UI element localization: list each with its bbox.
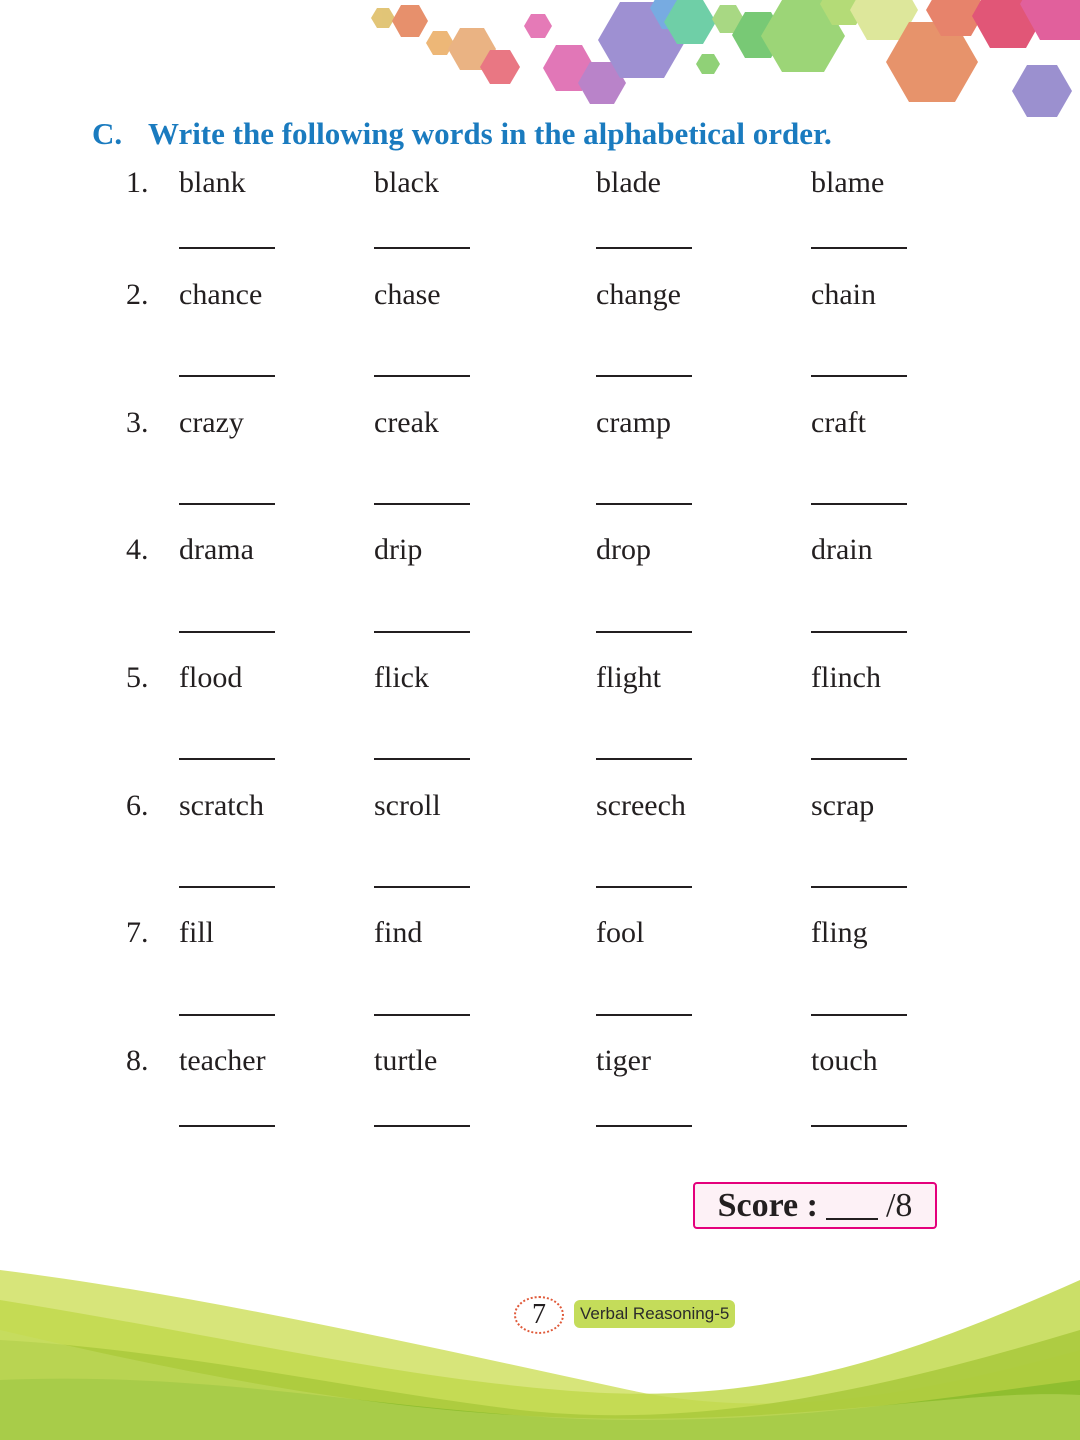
word: creak	[374, 406, 439, 439]
answer-blank[interactable]	[596, 758, 692, 760]
answer-blank[interactable]	[374, 631, 470, 633]
word: scratch	[179, 789, 264, 822]
question-row	[0, 166, 1080, 206]
section-instruction: Write the following words in the alphabetical order.	[148, 116, 832, 151]
question-number: 4.	[126, 533, 149, 566]
book-title: Verbal Reasoning-5	[574, 1300, 735, 1328]
word: fool	[596, 916, 645, 949]
word: turtle	[374, 1044, 438, 1077]
answer-blank[interactable]	[811, 1125, 907, 1127]
answer-blank[interactable]	[374, 375, 470, 377]
word: screech	[596, 789, 686, 822]
question-number: 7.	[126, 916, 149, 949]
score-blank[interactable]	[826, 1192, 878, 1220]
question-number: 5.	[126, 661, 149, 694]
question-number: 8.	[126, 1044, 149, 1077]
word: craft	[811, 406, 866, 439]
question-row	[0, 533, 1080, 573]
answer-blank[interactable]	[374, 247, 470, 249]
word: flinch	[811, 661, 881, 694]
word: chance	[179, 278, 263, 311]
word: fill	[179, 916, 214, 949]
question-row	[0, 1044, 1080, 1084]
score-total: /8	[885, 1186, 913, 1224]
word: blank	[179, 166, 246, 199]
section-heading	[92, 116, 832, 152]
answer-blank[interactable]	[811, 1014, 907, 1016]
answer-blank[interactable]	[596, 631, 692, 633]
word: scroll	[374, 789, 441, 822]
answer-blank[interactable]	[179, 247, 275, 249]
word: chain	[811, 278, 876, 311]
answer-blank[interactable]	[811, 375, 907, 377]
answer-blank[interactable]	[596, 375, 692, 377]
question-row	[0, 661, 1080, 701]
score-box	[693, 1182, 937, 1229]
question-row	[0, 406, 1080, 446]
answer-blank[interactable]	[374, 1125, 470, 1127]
answer-blank[interactable]	[811, 886, 907, 888]
answer-blank[interactable]	[811, 503, 907, 505]
word: find	[374, 916, 423, 949]
question-row	[0, 789, 1080, 829]
word: drip	[374, 533, 423, 566]
word: cramp	[596, 406, 671, 439]
word: flick	[374, 661, 429, 694]
answer-blank[interactable]	[179, 758, 275, 760]
word: drain	[811, 533, 873, 566]
answer-blank[interactable]	[811, 247, 907, 249]
question-number: 6.	[126, 789, 149, 822]
hexagon-decoration-top	[0, 0, 1080, 125]
word: scrap	[811, 789, 875, 822]
question-number: 1.	[126, 166, 149, 199]
answer-blank[interactable]	[179, 1014, 275, 1016]
answer-blank[interactable]	[596, 886, 692, 888]
answer-blank[interactable]	[811, 631, 907, 633]
word: black	[374, 166, 439, 199]
answer-blank[interactable]	[179, 1125, 275, 1127]
answer-blank[interactable]	[596, 247, 692, 249]
word: blame	[811, 166, 885, 199]
question-number: 2.	[126, 278, 149, 311]
answer-blank[interactable]	[596, 1125, 692, 1127]
answer-blank[interactable]	[179, 631, 275, 633]
answer-blank[interactable]	[179, 503, 275, 505]
answer-blank[interactable]	[811, 758, 907, 760]
word: blade	[596, 166, 661, 199]
question-row	[0, 916, 1080, 956]
word: chase	[374, 278, 441, 311]
section-letter: C.	[92, 116, 123, 151]
word: change	[596, 278, 681, 311]
answer-blank[interactable]	[374, 1014, 470, 1016]
answer-blank[interactable]	[374, 886, 470, 888]
word: fling	[811, 916, 868, 949]
page-number: 7	[514, 1296, 564, 1334]
word: teacher	[179, 1044, 266, 1077]
answer-blank[interactable]	[596, 1014, 692, 1016]
question-number: 3.	[126, 406, 149, 439]
word: drop	[596, 533, 651, 566]
answer-blank[interactable]	[179, 886, 275, 888]
answer-blank[interactable]	[596, 503, 692, 505]
score-label: Score :	[717, 1186, 818, 1224]
answer-blank[interactable]	[179, 375, 275, 377]
answer-blank[interactable]	[374, 758, 470, 760]
word: touch	[811, 1044, 878, 1077]
question-row	[0, 278, 1080, 318]
word: crazy	[179, 406, 244, 439]
answer-blank[interactable]	[374, 503, 470, 505]
word: flood	[179, 661, 243, 694]
word: flight	[596, 661, 661, 694]
word: drama	[179, 533, 254, 566]
word: tiger	[596, 1044, 651, 1077]
